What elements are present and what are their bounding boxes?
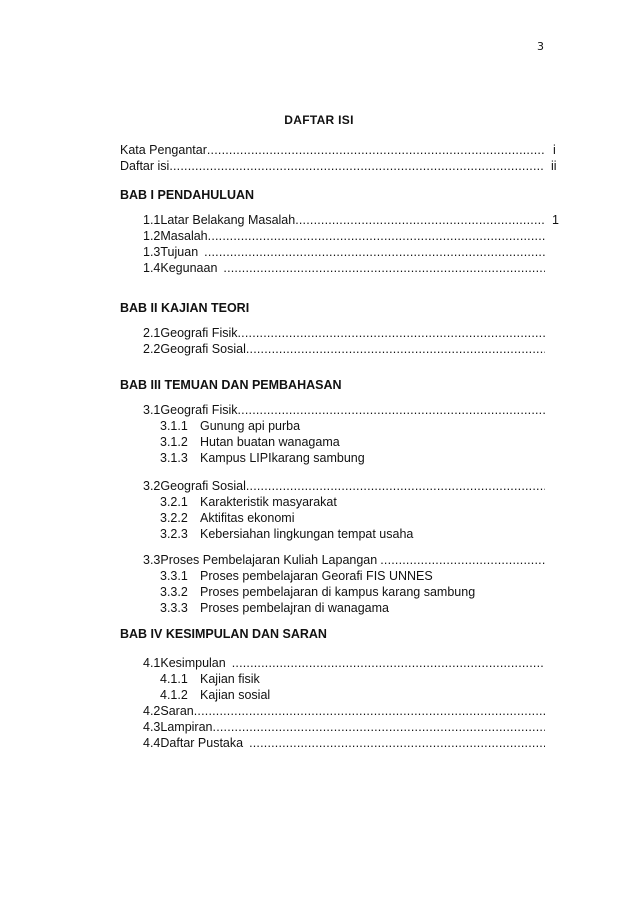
toc-entry-label: Geografi Sosial [160, 342, 246, 356]
toc-entry-label: Proses Pembelajaran Kuliah Lapangan [160, 553, 378, 567]
leader-dots [249, 735, 545, 751]
leader-dots [208, 228, 545, 244]
toc-entry-label: Kajian sosial [200, 688, 271, 702]
toc-entry-label: Kesimpulan [160, 656, 226, 670]
toc-subentry[interactable] [160, 434, 340, 450]
toc-entry[interactable] [143, 212, 545, 228]
toc-entry[interactable] [143, 244, 545, 260]
toc-entry-label: Kebersiahan lingkungan tempat usaha [200, 527, 414, 541]
toc-entry-number: 3.2.1 [160, 495, 188, 509]
toc-entry-number: 3.3 [143, 553, 161, 567]
toc-entry-label: Saran [160, 704, 194, 718]
toc-entry-number: 4.1 [143, 656, 161, 670]
toc-entry-number: 4.2 [143, 704, 161, 718]
toc-subentry[interactable] [160, 510, 294, 526]
toc-entry-label: Kegunaan [160, 261, 218, 275]
toc-entry-label: Karakteristik masyarakat [200, 495, 337, 509]
toc-subentry[interactable] [160, 568, 433, 584]
toc-entry-label: Geografi Sosial [160, 479, 246, 493]
toc-entry[interactable] [143, 341, 545, 357]
leader-dots [204, 244, 545, 260]
toc-entry-label: Kampus LIPIkarang sambung [200, 451, 365, 465]
toc-entry-page: ii [551, 159, 557, 173]
leader-dots [207, 142, 545, 158]
toc-entry-daftar-isi[interactable] [120, 158, 545, 174]
toc-entry-number: 3.3.2 [160, 585, 188, 599]
toc-entry-label: Proses pembelajran di wanagama [200, 601, 389, 615]
toc-entry-label: Kata Pengantar [120, 143, 207, 157]
toc-entry[interactable] [143, 703, 545, 719]
toc-subentry[interactable] [160, 494, 337, 510]
toc-entry-number: 1.2 [143, 229, 161, 243]
toc-entry-label: Geografi Fisik [160, 326, 238, 340]
leader-dots [238, 402, 546, 418]
toc-entry-label: Proses pembelajaran Georafi FIS UNNES [200, 569, 433, 583]
toc-entry-label: Hutan buatan wanagama [200, 435, 340, 449]
toc-entry-label: Tujuan [160, 245, 199, 259]
toc-entry-number: 3.2.3 [160, 527, 188, 541]
leader-dots [223, 260, 545, 276]
toc-entry-label: Latar Belakang Masalah [160, 213, 296, 227]
chapter-heading-bab-1: BAB I PENDAHULUAN [120, 188, 255, 202]
toc-entry-label: Daftar isi [120, 159, 170, 173]
toc-subentry[interactable] [160, 584, 475, 600]
toc-entry-number: 4.1.2 [160, 688, 188, 702]
toc-subentry[interactable] [160, 600, 389, 616]
toc-entry-number: 3.2.2 [160, 511, 188, 525]
toc-entry-number: 1.1 [143, 213, 161, 227]
toc-entry-number: 4.4 [143, 736, 161, 750]
toc-entry-page: 1 [552, 213, 559, 227]
toc-entry-number: 3.3.3 [160, 601, 188, 615]
toc-entry-number: 3.1.3 [160, 451, 188, 465]
leader-dots [213, 719, 545, 735]
chapter-heading-bab-4: BAB IV KESIMPULAN DAN SARAN [120, 627, 327, 641]
toc-entry-number: 3.1 [143, 403, 161, 417]
leader-dots [194, 703, 545, 719]
leader-dots [232, 655, 545, 671]
toc-entry-label: Kajian fisik [200, 672, 260, 686]
page-number: 3 [537, 40, 544, 53]
leader-dots [238, 325, 546, 341]
toc-entry-label: Gunung api purba [200, 419, 301, 433]
toc-entry-number: 2.1 [143, 326, 161, 340]
toc-entry-number: 3.3.1 [160, 569, 188, 583]
toc-entry[interactable] [143, 552, 545, 568]
toc-entry-number: 1.3 [143, 245, 161, 259]
toc-entry-number: 2.2 [143, 342, 161, 356]
toc-entry-label: Lampiran [160, 720, 213, 734]
toc-entry-label: Masalah [160, 229, 208, 243]
toc-entry[interactable] [143, 228, 545, 244]
chapter-heading-bab-2: BAB II KAJIAN TEORI [120, 301, 250, 315]
toc-entry[interactable] [143, 402, 545, 418]
leader-dots [169, 158, 545, 174]
toc-subentry[interactable] [160, 526, 413, 542]
toc-subentry[interactable] [160, 418, 300, 434]
toc-entry-label: Daftar Pustaka [160, 736, 244, 750]
toc-title: DAFTAR ISI [284, 113, 354, 127]
toc-subentry[interactable] [160, 671, 260, 687]
toc-entry[interactable] [143, 735, 545, 751]
toc-entry-number: 3.1.1 [160, 419, 188, 433]
chapter-heading-bab-3: BAB III TEMUAN DAN PEMBAHASAN [120, 378, 342, 392]
toc-entry-number: 3.1.2 [160, 435, 188, 449]
leader-dots [246, 341, 545, 357]
toc-entry[interactable] [143, 325, 545, 341]
toc-subentry[interactable] [160, 450, 365, 466]
leader-dots [380, 552, 545, 568]
toc-entry-label: Proses pembelajaran di kampus karang sambung [200, 585, 476, 599]
toc-entry-page: i [553, 143, 556, 157]
toc-entry-label: Aktifitas ekonomi [200, 511, 295, 525]
toc-entry[interactable] [143, 719, 545, 735]
toc-entry-label: Geografi Fisik [160, 403, 238, 417]
leader-dots [246, 478, 545, 494]
toc-entry[interactable] [143, 260, 545, 276]
toc-entry[interactable] [143, 655, 545, 671]
toc-subentry[interactable] [160, 687, 270, 703]
toc-entry-number: 4.3 [143, 720, 161, 734]
toc-entry-kata-pengantar[interactable] [120, 142, 545, 158]
leader-dots [295, 212, 545, 228]
toc-entry[interactable] [143, 478, 545, 494]
toc-entry-number: 3.2 [143, 479, 161, 493]
toc-entry-number: 4.1.1 [160, 672, 188, 686]
toc-entry-number: 1.4 [143, 261, 161, 275]
